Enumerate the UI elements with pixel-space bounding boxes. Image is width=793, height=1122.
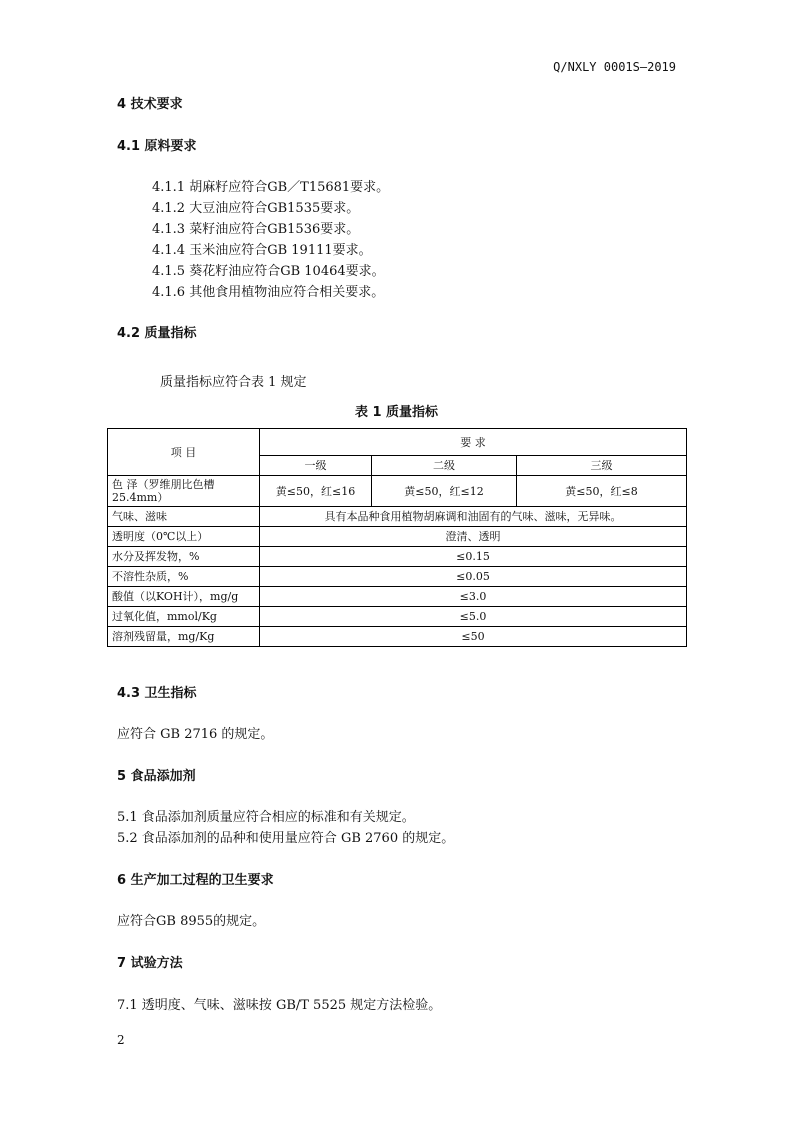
table-cell: ≤0.05 xyxy=(260,567,687,587)
table-cell: ≤0.15 xyxy=(260,547,687,567)
section-5-heading: 5 食品添加剂 xyxy=(117,769,196,784)
grade-header: 三级 xyxy=(517,456,687,476)
table-cell: ≤50 xyxy=(260,627,687,647)
section-4-heading: 4 技术要求 xyxy=(117,97,183,112)
section-4-3-heading: 4.3 卫生指标 xyxy=(117,686,197,701)
table-row xyxy=(108,587,687,607)
section-6-heading: 6 生产加工过程的卫生要求 xyxy=(117,873,274,888)
row-label: 溶剂残留量，mg/Kg xyxy=(108,627,260,647)
column-header-item: 项 目 xyxy=(108,429,260,476)
list-item: 4.1.5 葵花籽油应符合GB 10464要求。 xyxy=(152,264,385,279)
table-row xyxy=(108,507,687,527)
quality-table xyxy=(107,428,687,647)
table-row xyxy=(108,627,687,647)
row-label: 酸值（以KOH计），mg/g xyxy=(108,587,260,607)
list-item: 4.1.2 大豆油应符合GB1535要求。 xyxy=(152,201,360,216)
grade-header: 二级 xyxy=(372,456,517,476)
list-item: 4.1.4 玉米油应符合GB 19111要求。 xyxy=(152,243,372,258)
section-7-1-text: 7.1 透明度、气味、滋味按 GB/T 5525 规定方法检验。 xyxy=(117,998,442,1013)
table-row xyxy=(108,527,687,547)
section-4-1-heading: 4.1 原料要求 xyxy=(117,139,197,154)
grade-header: 一级 xyxy=(260,456,372,476)
list-item: 4.1.6 其他食用植物油应符合相关要求。 xyxy=(152,285,385,300)
section-5-2-text: 5.2 食品添加剂的品种和使用量应符合 GB 2760 的规定。 xyxy=(117,831,455,846)
table-cell: 黄≤50，红≤8 xyxy=(517,476,687,507)
table-cell: 黄≤50，红≤12 xyxy=(372,476,517,507)
table-row xyxy=(108,547,687,567)
table-cell: ≤3.0 xyxy=(260,587,687,607)
row-label: 不溶性杂质，% xyxy=(108,567,260,587)
section-6-text: 应符合GB 8955的规定。 xyxy=(117,914,266,929)
section-4-2-text: 质量指标应符合表 1 规定 xyxy=(160,375,307,390)
section-4-3-text: 应符合 GB 2716 的规定。 xyxy=(117,727,274,742)
list-item: 4.1.1 胡麻籽应符合GB／T15681要求。 xyxy=(152,180,390,195)
section-4-2-heading: 4.2 质量指标 xyxy=(117,326,197,341)
table-row xyxy=(108,567,687,587)
column-header-requirement: 要 求 xyxy=(260,429,687,456)
row-label: 气味、滋味 xyxy=(108,507,260,527)
row-label: 水分及挥发物，% xyxy=(108,547,260,567)
section-7-heading: 7 试验方法 xyxy=(117,956,183,971)
table-cell: 澄清、透明 xyxy=(260,527,687,547)
table-cell: 具有本品种食用植物胡麻调和油固有的气味、滋味，无异味。 xyxy=(260,507,687,527)
list-item: 4.1.3 菜籽油应符合GB1536要求。 xyxy=(152,222,360,237)
document-code: Q/NXLY 0001S—2019 xyxy=(553,60,676,74)
section-5-1-text: 5.1 食品添加剂质量应符合相应的标准和有关规定。 xyxy=(117,810,415,825)
table-cell: 黄≤50，红≤16 xyxy=(260,476,372,507)
row-label: 透明度（0℃以上） xyxy=(108,527,260,547)
row-label: 过氧化值，mmol/Kg xyxy=(108,607,260,627)
row-label-color: 色 泽（罗维朋比色槽25.4mm） xyxy=(108,476,260,507)
table-row xyxy=(108,607,687,627)
page-number: 2 xyxy=(117,1033,125,1047)
table-cell: ≤5.0 xyxy=(260,607,687,627)
table-caption: 表 1 质量指标 xyxy=(354,405,439,420)
